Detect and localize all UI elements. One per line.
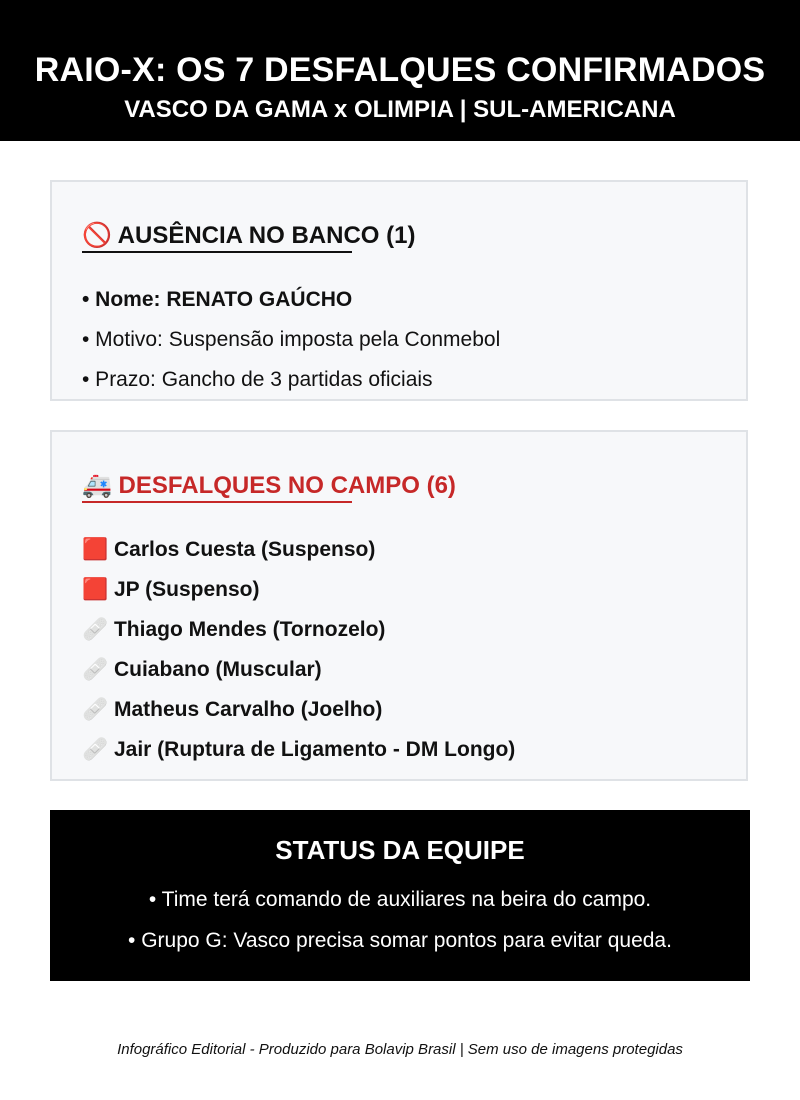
status-line: • Grupo G: Vasco precisa somar pontos para evitar queda. bbox=[128, 929, 672, 952]
list-item: 🟥 JP (Suspenso) bbox=[82, 578, 260, 601]
bench-absence-card bbox=[50, 180, 748, 401]
list-item: 🩹 Cuiabano (Muscular) bbox=[82, 658, 322, 681]
field-absences-card bbox=[50, 430, 748, 781]
list-item: • Motivo: Suspensão imposta pela Conmebol bbox=[82, 328, 501, 351]
team-status-box bbox=[50, 810, 750, 981]
list-item: • Nome: RENATO GAÚCHO bbox=[82, 288, 353, 311]
bench-heading: 🚫 AUSÊNCIA NO BANCO (1) bbox=[82, 222, 416, 249]
list-item: 🩹 Jair (Ruptura de Ligamento - DM Longo) bbox=[82, 738, 516, 761]
field-heading-underline bbox=[82, 501, 352, 503]
list-item: • Prazo: Gancho de 3 partidas oficiais bbox=[82, 368, 433, 391]
bench-list bbox=[82, 280, 500, 400]
status-title: STATUS DA EQUIPE bbox=[275, 835, 525, 865]
list-item: 🟥 Carlos Cuesta (Suspenso) bbox=[82, 538, 376, 561]
bench-heading-underline bbox=[82, 251, 352, 253]
field-list bbox=[82, 530, 515, 770]
status-line: • Time terá comando de auxiliares na beira do campo. bbox=[148, 888, 652, 911]
list-item: 🩹 Thiago Mendes (Tornozelo) bbox=[82, 618, 386, 641]
page-subtitle: VASCO DA GAMA x OLIMPIA | SUL-AMERICANA bbox=[124, 96, 676, 123]
footer-credit: Infográfico Editorial - Produzido para Bolavip Brasil | Sem uso de imagens protegidas bbox=[117, 1041, 683, 1058]
page-title: RAIO-X: OS 7 DESFALQUES CONFIRMADOS bbox=[34, 51, 766, 89]
list-item: 🩹 Matheus Carvalho (Joelho) bbox=[82, 698, 383, 721]
field-heading: 🚑 DESFALQUES NO CAMPO (6) bbox=[82, 472, 456, 499]
header-banner bbox=[0, 0, 800, 141]
